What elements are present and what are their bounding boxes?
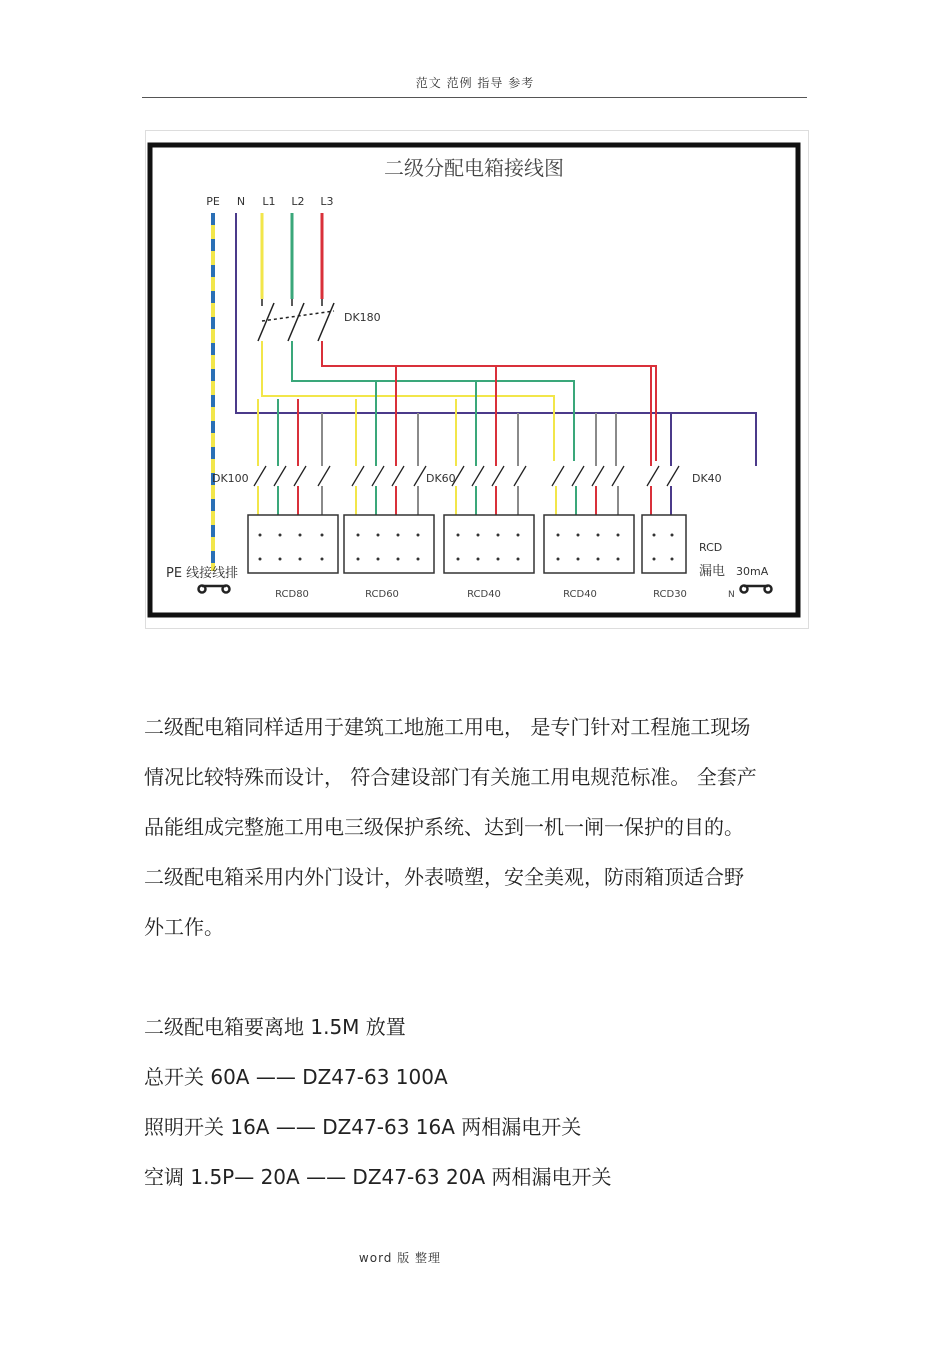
sub-switch-label-dk40: DK40 [692, 472, 722, 485]
paragraph-line-5: 外工作。 [144, 915, 224, 939]
l1-bus [262, 341, 554, 461]
rcd-box-4 [544, 515, 634, 573]
spec-line-ac-switch: 空调 1.5P— 20A —— DZ47-63 20A 两相漏电开关 [144, 1165, 612, 1189]
n-terminal-label: N [728, 590, 735, 600]
rcd-box-2 [344, 515, 434, 573]
main-switch-label: DK180 [344, 311, 381, 324]
rcd-note-current: 30mA [736, 565, 769, 578]
wiring-diagram-svg [146, 131, 808, 628]
pe-bar-label: PE 线接线排 [166, 566, 239, 581]
l3-bus [322, 341, 656, 461]
bus-label-l1: L1 [262, 195, 276, 208]
wiring-diagram [145, 130, 809, 629]
diagram-title: 二级分配电箱接线图 [384, 156, 564, 180]
paragraph-line-1: 二级配电箱同样适用于建筑工地施工用电， 是专门针对工程施工现场 [144, 715, 751, 739]
page-footer: word 版 整理 [358, 1251, 442, 1265]
bus-label-l2: L2 [291, 195, 305, 208]
rcd-label-1: RCD80 [275, 589, 309, 600]
rcd-label-5: RCD30 [653, 589, 687, 600]
paragraph-line-4: 二级配电箱采用内外门设计，外表喷塑，安全美观，防雨箱顶适合野 [144, 865, 744, 889]
l2-bus [292, 341, 574, 461]
rcd-box-5 [642, 515, 686, 573]
spec-line-main-switch: 总开关 60A —— DZ47-63 100A [144, 1065, 448, 1089]
rcd-box-3 [444, 515, 534, 573]
bus-label-n: N [236, 195, 246, 208]
spec-line-height: 二级配电箱要离地 1.5M 放置 [144, 1015, 406, 1039]
sub-switch-label-dk60: DK60 [426, 472, 456, 485]
header-rule [142, 97, 807, 98]
body-paragraph [144, 702, 809, 952]
rcd-label-3: RCD40 [467, 589, 501, 600]
paragraph-line-2: 情况比较特殊而设计， 符合建设部门有关施工用电规范标准。 全套产 [144, 765, 757, 789]
rcd-note-leakage: 漏电 [699, 564, 726, 579]
paragraph-line-3: 品能组成完整施工用电三级保护系统、达到一机一闸一保护的目的。 [144, 815, 744, 839]
sub-switch-label-dk100: DK100 [212, 472, 249, 485]
rcd-box-1 [248, 515, 338, 573]
bus-label-pe: PE [206, 195, 220, 208]
page-header: 范文 范例 指导 参考 [415, 76, 535, 90]
bus-label-l3: L3 [320, 195, 334, 208]
spec-line-lighting-switch: 照明开关 16A —— DZ47-63 16A 两相漏电开关 [144, 1115, 582, 1139]
rcd-label-2: RCD60 [365, 589, 399, 600]
rcd-note-label: RCD [699, 541, 723, 554]
rcd-label-4: RCD40 [563, 589, 597, 600]
spec-list [144, 1002, 809, 1202]
